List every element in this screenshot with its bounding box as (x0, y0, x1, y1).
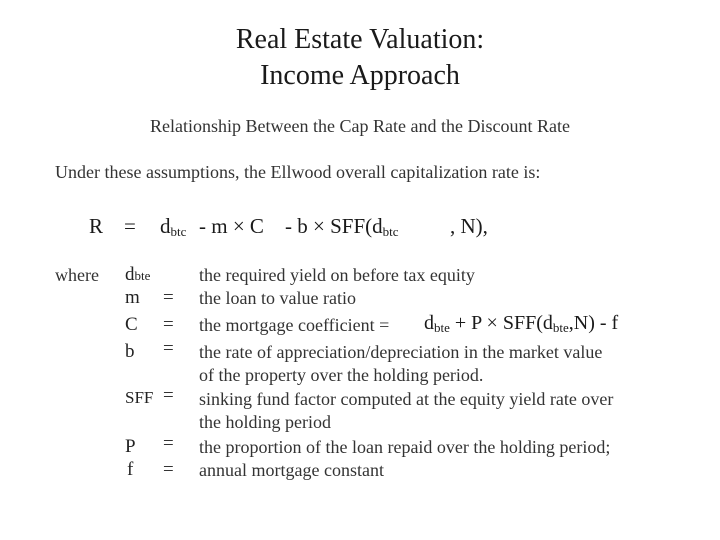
def-symbol-c: C (125, 314, 138, 335)
subtitle: Relationship Between the Cap Rate and the Discount Rate (150, 116, 570, 136)
def-text-f: annual mortgage constant (199, 460, 384, 480)
def-text-b-continued: of the property over the holding period. (199, 365, 484, 385)
formula-term3-subscript: btc (382, 224, 399, 239)
where-label: where (55, 265, 99, 285)
def-symbol-dbte: dbte (125, 264, 151, 285)
def-eq-sff: = (163, 385, 174, 406)
formula-term1-symbol: d (160, 214, 171, 238)
formula-term1 (160, 214, 186, 240)
page-title-line2: Income Approach (260, 60, 460, 91)
mortgage-coefficient-formula: dbte + P × SFF(dbte,N) - f (424, 312, 619, 335)
def-text-m: the loan to value ratio (199, 288, 356, 308)
formula-term2: - m × C (199, 214, 264, 238)
def-text-c: the mortgage coefficient = (199, 315, 390, 335)
def-eq-f: = (163, 459, 174, 480)
intro-text: Under these assumptions, the Ellwood overall capitalization rate is: (55, 162, 541, 182)
def-eq-p: = (163, 433, 174, 454)
def-symbol-subscript: bte (134, 268, 151, 283)
def-text-p: the proportion of the loan repaid over the holding period; (199, 437, 611, 457)
formula-term3 (285, 214, 399, 240)
formula-lhs: R (89, 214, 104, 238)
formula-term4: , N), (450, 214, 488, 238)
def-text-sff: sinking fund factor computed at the equity yield rate over (199, 389, 614, 409)
def-eq-b: = (163, 338, 174, 359)
formula-equals: = (124, 214, 136, 238)
formula-term3-text: - b × SFF(d (285, 214, 383, 238)
page-title-line1: Real Estate Valuation: (235, 24, 485, 55)
def-eq-c: = (163, 314, 174, 335)
formula-term1-subscript: btc (170, 224, 187, 239)
def-eq-m: = (163, 287, 174, 308)
def-text-b: the rate of appreciation/depreciation in the market value (199, 342, 603, 362)
def-symbol-f: f (127, 459, 134, 480)
def-symbol-m: m (125, 287, 140, 308)
def-symbol-b: b (125, 341, 135, 362)
def-symbol-sff: SFF (125, 388, 154, 407)
def-text-sff-continued: the holding period (199, 412, 331, 432)
def-symbol-p: P (125, 436, 136, 457)
def-text-dbte: the required yield on before tax equity (199, 265, 475, 285)
